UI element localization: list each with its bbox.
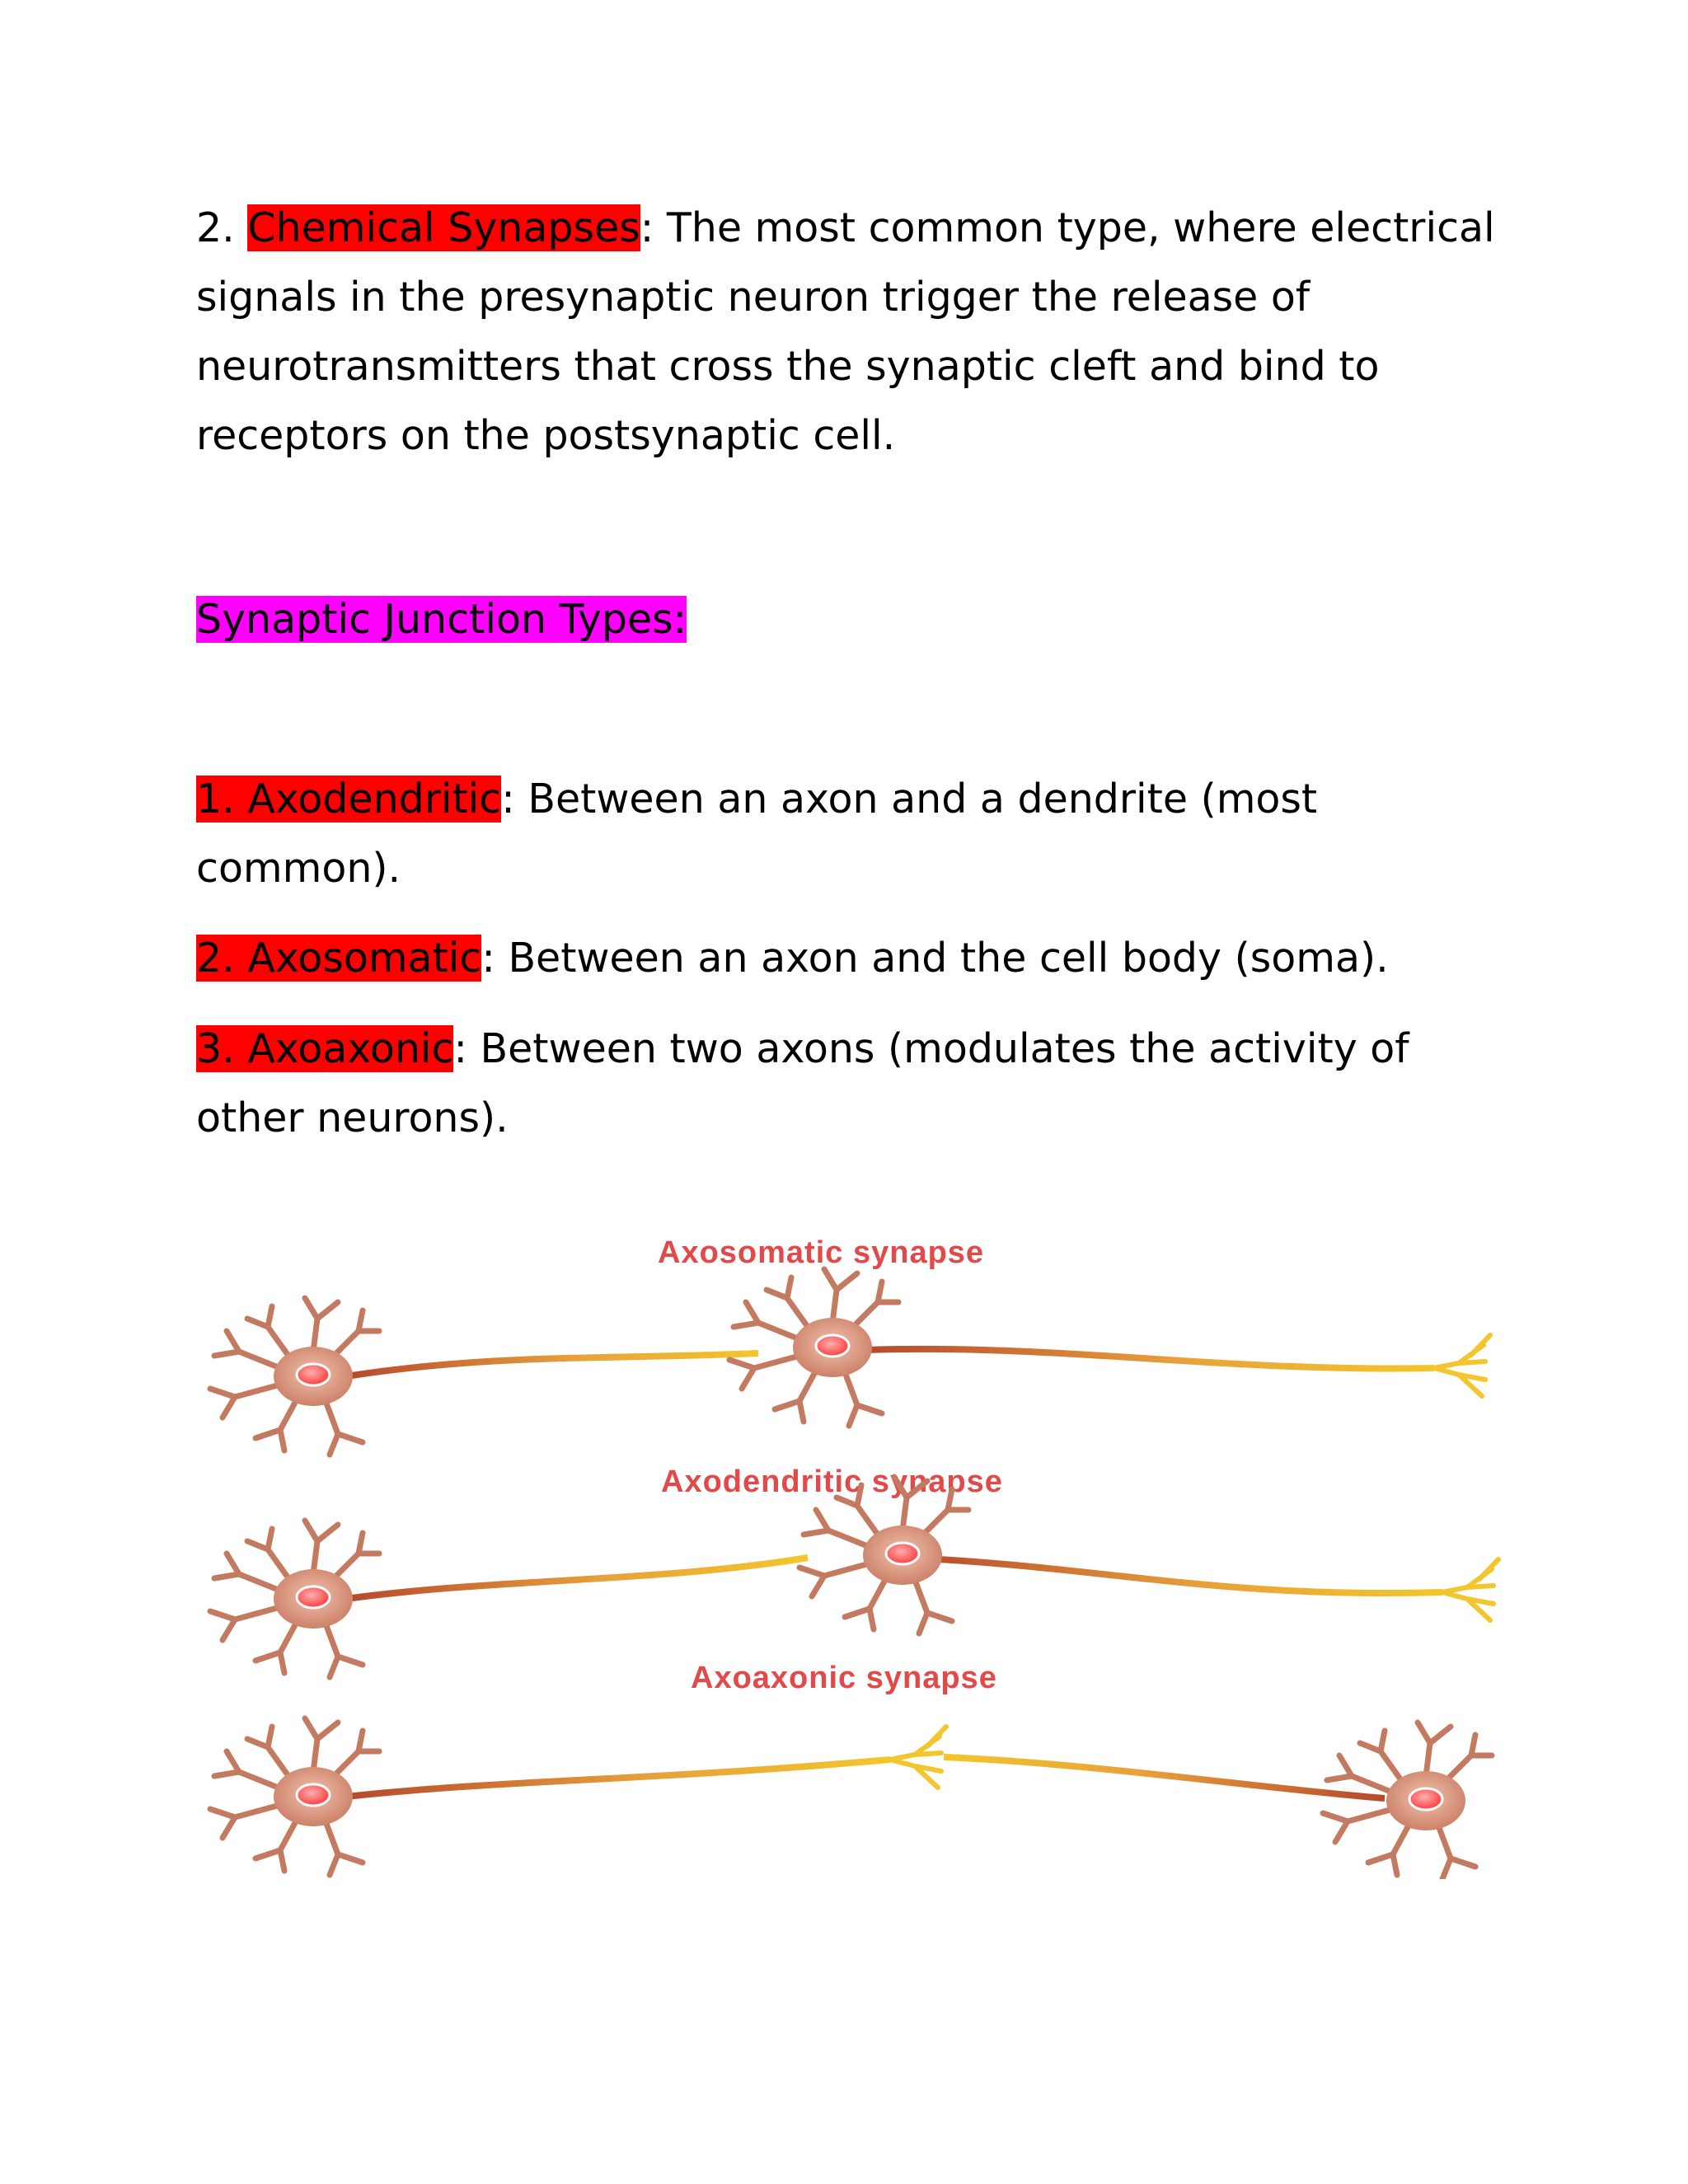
axodendritic-diagram: [210, 1465, 1498, 1677]
list-item-axoaxonic: [196, 1015, 1507, 1153]
list-item-axosomatic: [196, 924, 1507, 993]
chemical-synapses-paragraph: [196, 194, 1507, 471]
list-item-axodendritic: [196, 765, 1507, 903]
axosomatic-diagram: [210, 1235, 1490, 1455]
junction-types-heading: [196, 585, 1507, 654]
axon-2b: [907, 1558, 1442, 1593]
axodendritic-text: : Between an axon and a dendrite (most common).: [196, 776, 1318, 892]
axosomatic-text: : Between an axon and the cell body (soma).: [481, 935, 1389, 982]
neuron-2b: [799, 1477, 968, 1633]
axoaxonic-diagram: [210, 1661, 1492, 1879]
synapse-types-figure: [148, 1212, 1566, 1879]
axon-terminal-3: [890, 1727, 946, 1788]
axodendritic-term: 1. Axodendritic: [196, 776, 502, 823]
axosomatic-label: Axosomatic synapse: [658, 1235, 985, 1270]
axoaxonic-label: Axoaxonic synapse: [691, 1661, 997, 1695]
axon-terminal-2: [1442, 1559, 1498, 1620]
chemical-synapses-term: Chemical Synapses: [247, 204, 640, 251]
axon-3a: [346, 1760, 890, 1797]
axon-1b: [865, 1349, 1434, 1369]
paragraph-text: : The most common type, where electrical signals in the presynaptic neuron trigger the release of neurotransmitters that cross the synaptic cleft and bind to receptors on the postsynaptic cell.: [196, 204, 1495, 459]
axoaxonic-text: : Between two axons (modulates the activity of other neurons).: [196, 1025, 1409, 1141]
axon-terminal-1: [1434, 1335, 1490, 1396]
axon-1a: [346, 1353, 758, 1376]
axoaxonic-term: 3. Axoaxonic: [196, 1025, 454, 1072]
axodendritic-label: Axodendritic synapse: [661, 1465, 1003, 1499]
axon-3b: [944, 1757, 1385, 1798]
axon-2a: [346, 1558, 808, 1599]
paragraph-number: 2.: [196, 204, 248, 251]
axosomatic-term: 2. Axosomatic: [196, 935, 482, 982]
junction-types-heading-text: Synaptic Junction Types:: [196, 596, 687, 643]
neuron-3b: [1323, 1722, 1492, 1879]
